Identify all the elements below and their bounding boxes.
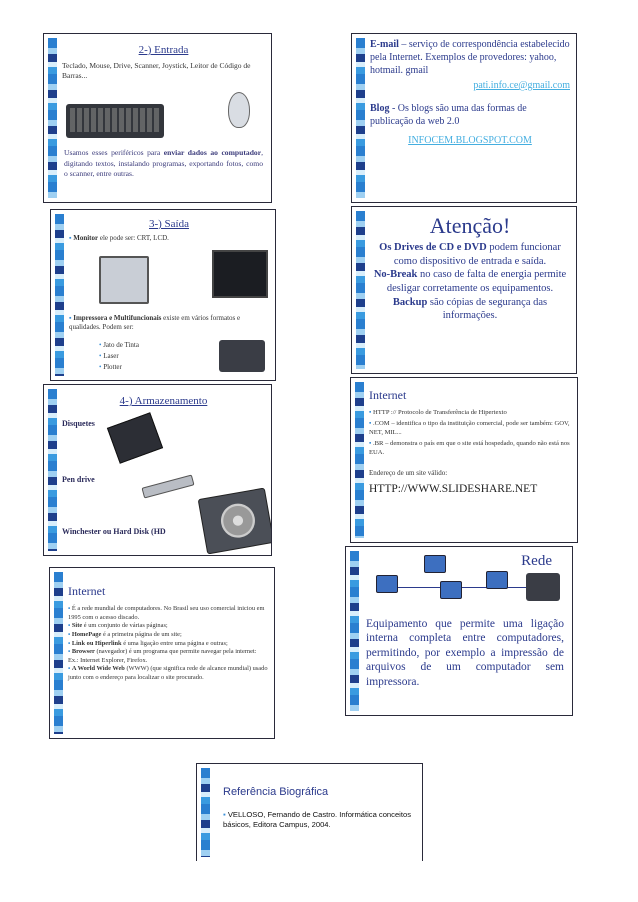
atencao-text-1: podem funcionar como dispositivo de entrada e saída. [393, 242, 561, 267]
slide-title: Internet [369, 388, 407, 402]
monitor-text: ele pode ser: CRT, LCD. [98, 234, 169, 242]
monitor-bold: Monitor [73, 234, 99, 242]
printer-text: existe em vários formatos e qualidades. Podem ser: [69, 314, 241, 332]
slide-title: 3-) Saída [148, 218, 189, 230]
slide-referencia [196, 763, 423, 861]
list-item: • Jato de Tinta [99, 341, 139, 349]
email-paragraph [370, 38, 570, 77]
slide-decoration-strip [350, 551, 359, 711]
label-winchester: Winchester ou Hard Disk (HD [62, 527, 166, 536]
slide-decoration-strip [356, 211, 365, 369]
email-text: – serviço de correspondência estabelecido pela Internet. Exemplos de provedores: yahoo, hotmail. gmail [370, 39, 570, 76]
internet-term: HTTP :// Protocolo de Transferência de Hipertexto [373, 409, 507, 416]
slide-title: 4-) Armazenamento [119, 395, 208, 407]
atencao-paragraph-1 [370, 241, 570, 268]
printer-item: ▪ Impressora e Multifuncionais existe em vários formatos e qualidades. Podem ser: [69, 314, 241, 332]
slide-decoration-strip [48, 38, 57, 198]
blog-label: Blog [370, 103, 390, 114]
slide-title: Rede [521, 553, 552, 569]
list-item: ▪ .BR – demonstra o país em que o site está hospedado, quando não está nos EUA. [369, 439, 570, 456]
internet-term: .COM – identifica o tipo da instituição comercial, pode ser também: GOV, NET, MIL... [369, 419, 570, 436]
list-item: • Laser [99, 351, 119, 360]
reference-text: VELLOSO, Fernando de Castro. Informática conceitos básicos, Editora Campus, 2004. [223, 810, 411, 830]
slide-atencao [351, 206, 577, 374]
slide-decoration-strip [355, 382, 364, 538]
blog-paragraph [370, 102, 570, 128]
list-item: ▪ Browser (navegador) é um programa que permite navegar pela internet: Ex.: Internet Explorer, Firefox. [68, 648, 257, 664]
entrada-text-start: Usamos esses periféricos para [64, 148, 164, 157]
slide-title: Internet [68, 584, 106, 598]
slide-internet-right [350, 377, 578, 543]
definition-term: Browser [71, 648, 95, 656]
definition-text: É a rede mundial de computadores. No Brasil seu uso comercial iniciou em 1995 com o acesso discado. [68, 605, 265, 621]
monitor-item: ▪ Monitor ele pode ser: CRT, LCD. [69, 234, 169, 242]
definition-text: (WWW) (que significa rede de alcance mundial) usado junto com o endereço para localizar o site procurado. [68, 665, 268, 682]
slide-title: 2-) Entrada [138, 44, 189, 56]
slide-decoration-strip [55, 214, 64, 376]
atencao-bold-1: Os Drives de CD e DVD [379, 242, 487, 253]
definition-term: HomePage [71, 630, 102, 638]
definition-term: Link ou Hiperlink [71, 639, 122, 647]
internet-definitions-list [68, 605, 268, 683]
definition-term: A World Wide Web [71, 665, 125, 673]
printer-types-list [99, 340, 139, 373]
slide-decoration-strip [201, 768, 210, 857]
rede-description: Equipamento que permite uma ligação interna completa entre computadores, permitindo, por exemplo a impressão de arquivos de um computador sem impressora. [366, 618, 564, 688]
list-item: ▪ HTTP :// Protocolo de Transferência de Hipertexto [369, 409, 507, 416]
internet-terms-list [369, 409, 571, 457]
mouse-icon [228, 92, 250, 128]
slide-title: Atenção! [429, 213, 511, 238]
slide-entrada [43, 33, 272, 203]
email-link[interactable]: pati.info.ce@gmail.com [473, 80, 570, 91]
list-item: • Plotter [99, 362, 122, 371]
slide-rede [345, 546, 573, 716]
internet-term: .BR – demonstra o país em que o site está hospedado, quando não está nos EUA. [369, 439, 570, 456]
slide-decoration-strip [356, 38, 365, 198]
printer-icon [526, 573, 560, 601]
email-label: E-mail [370, 39, 399, 50]
slide-decoration-strip [48, 389, 57, 551]
list-item: ▪ Link ou Hiperlink é uma ligação entre uma página e outras; [68, 639, 228, 647]
reference-entry: ▪ VELLOSO, Fernando de Castro. Informática conceitos básicos, Editora Campus, 2004. [223, 810, 411, 830]
printer-bold: Impressora e Multifuncionais [73, 314, 162, 322]
computer-icon [440, 581, 462, 599]
printer-type: Jato de Tinta [103, 341, 139, 349]
entrada-text-bold: enviar dados ao computador [163, 148, 262, 157]
printer-icon [219, 340, 265, 372]
definition-text: é uma ligação entre uma página e outras; [121, 639, 228, 647]
atencao-paragraph-3 [370, 296, 570, 323]
definition-term: Site [71, 622, 83, 630]
pen-drive-icon [141, 474, 194, 498]
blog-text: - Os blogs são uma das formas de publicação da web 2.0 [370, 103, 527, 127]
label-pendrive: Pen drive [62, 475, 95, 484]
entrada-text-end: , digitando textos, instalando programas, exportando fotos, como o scanner, entre outras. [64, 148, 263, 179]
list-item: ▪ HomePage é a primeira página de um site; [68, 630, 182, 638]
site-label: Endereço de um site válido: [369, 469, 448, 478]
computer-icon [486, 571, 508, 589]
atencao-text-3: são cópias de segurança das informações. [427, 296, 548, 322]
slide-armazenamento [43, 384, 272, 556]
slide-saida [50, 209, 276, 381]
blog-link[interactable]: INFOCEM.BLOGSPOT.COM [408, 135, 532, 146]
slide-email-blog [351, 33, 577, 203]
crt-monitor-icon [99, 256, 149, 304]
definition-text: é a primeira página de um site; [101, 630, 182, 638]
lcd-monitor-icon [212, 250, 268, 298]
list-item: ▪ A World Wide Web (WWW) (que significa rede de alcance mundial) usado junto com o endereço para localizar o site procurado. [68, 665, 268, 682]
list-item: ▪ É a rede mundial de computadores. No Brasil seu uso comercial iniciou em 1995 com o acesso discado. [68, 605, 265, 621]
entrada-description [64, 148, 263, 180]
atencao-bold-2: No-Break [373, 269, 418, 281]
atencao-bold-3: Backup [392, 296, 428, 308]
definition-text: (navegador) é um programa que permite navegar pela internet: Ex.: Internet Explorer, Firefox. [68, 648, 257, 664]
device-list: Teclado, Mouse, Drive, Scanner, Joystick, Leitor de Código de Barras... [62, 61, 251, 81]
atencao-text-2: no caso de falta de energia permite desligar corretamente os equipamentos. [386, 269, 567, 294]
computer-icon [376, 575, 398, 593]
computer-icon [424, 555, 446, 573]
site-url: HTTP://WWW.SLIDESHARE.NET [369, 483, 538, 496]
floppy-disk-icon [107, 412, 163, 463]
slide-decoration-strip [54, 572, 63, 734]
slide-title: Referência Biográfica [223, 786, 329, 798]
slide-internet-left [49, 567, 275, 739]
atencao-paragraph-2 [370, 268, 570, 295]
list-item: ▪ .COM – identifica o tipo da instituição comercial, pode ser também: GOV, NET, MIL... [369, 419, 570, 436]
printer-type: Laser [103, 351, 119, 360]
list-item: ▪ Site é um conjunto de várias páginas; [68, 622, 168, 630]
keyboard-icon [66, 104, 164, 138]
label-disquetes: Disquetes [62, 419, 95, 428]
printer-type: Plotter [103, 362, 122, 371]
hard-disk-icon [198, 488, 272, 555]
definition-text: é um conjunto de várias páginas; [82, 622, 168, 630]
